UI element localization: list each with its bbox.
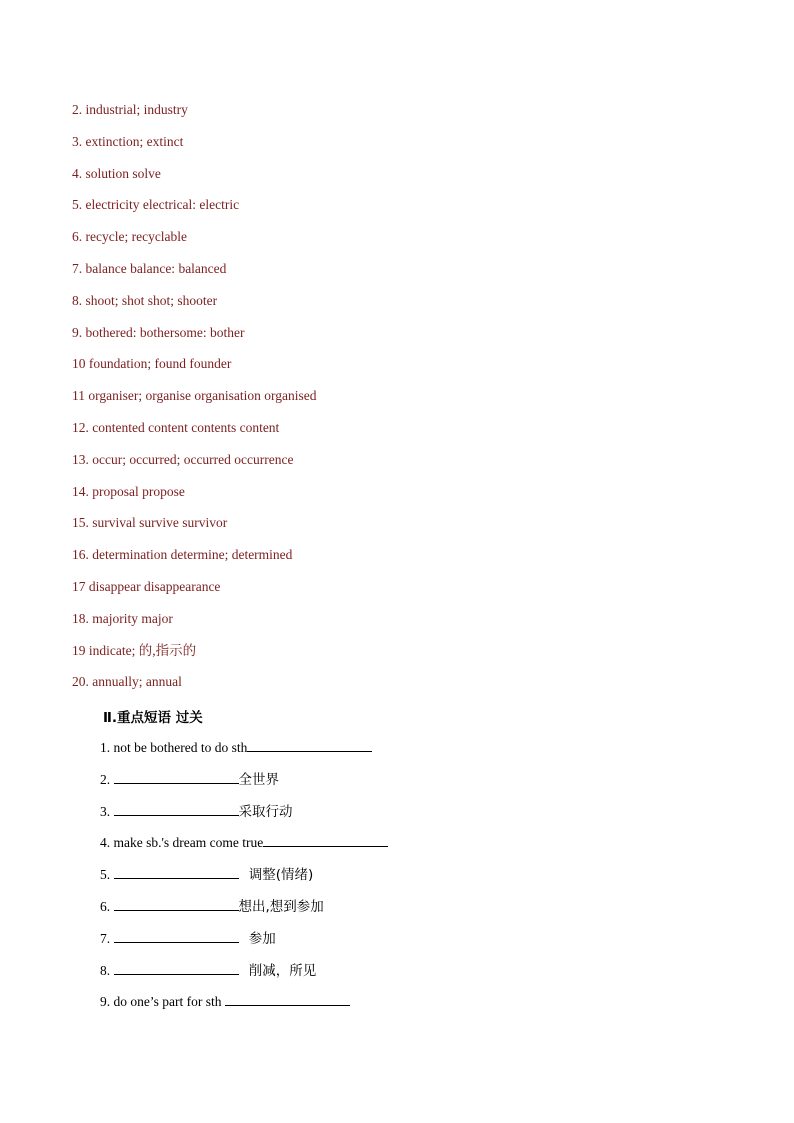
answer-item: 20. annually; annual	[72, 674, 182, 690]
answer-item: 18. majority major	[72, 610, 173, 626]
phrase-item	[100, 991, 388, 1023]
phrase-prompt: 9. do one’s part for sth	[100, 994, 225, 1010]
answer-item: 14. proposal propose	[72, 483, 185, 499]
phrase-number: 8.	[100, 962, 114, 978]
phrase-meaning: 全世界	[238, 771, 279, 788]
phrase-item	[100, 896, 388, 928]
answer-item: 12. contented content contents content	[72, 419, 280, 435]
phrase-prompt: 1. not be bothered to do sth	[100, 740, 248, 755]
answer-item: 3. extinction; extinct	[72, 133, 184, 149]
phrase-exercise-list	[100, 737, 388, 1023]
answer-blank[interactable]	[114, 928, 239, 943]
phrase-prompt: 4. make sb.'s dream come true	[100, 835, 264, 851]
section-heading: Ⅱ.重点短语 过关	[103, 710, 203, 726]
phrase-item	[100, 737, 388, 769]
phrase-number: 3.	[100, 803, 114, 819]
answer-blank[interactable]	[225, 991, 350, 1006]
answer-item: 5. electricity electrical: electric	[72, 197, 240, 213]
answer-item: 8. shoot; shot shot; shooter	[72, 292, 218, 308]
phrase-item	[100, 960, 388, 992]
phrase-meaning: 想出,想到参加	[238, 898, 324, 915]
phrase-meaning: 调整(情绪)	[244, 867, 314, 884]
answer-item: 13. occur; occurred; occurred occurrence	[72, 451, 294, 467]
answer-key-list	[72, 101, 316, 705]
answer-item: 9. bothered: bothersome: bother	[72, 324, 245, 340]
phrase-number: 6.	[100, 898, 114, 914]
answer-blank[interactable]	[114, 769, 239, 784]
phrase-item	[100, 864, 388, 896]
answer-blank[interactable]	[247, 737, 372, 752]
answer-item: 16. determination determine; determined	[72, 547, 293, 563]
answer-item: 4. solution solve	[72, 165, 161, 181]
answer-blank[interactable]	[114, 960, 239, 975]
answer-item: 2. industrial; industry	[72, 102, 188, 117]
phrase-item	[100, 832, 388, 864]
phrase-number: 2.	[100, 771, 114, 787]
answer-blank[interactable]	[114, 864, 239, 879]
phrase-item	[100, 801, 388, 833]
answer-item: 6. recycle; recyclable	[72, 229, 188, 245]
phrase-number: 7.	[100, 930, 114, 946]
answer-item: 10 foundation; found founder	[72, 356, 232, 372]
answer-item: 15. survival survive survivor	[72, 515, 228, 531]
answer-item: 11 organiser; organise organisation organised	[72, 388, 317, 404]
phrase-meaning: 削减，所见	[244, 962, 317, 979]
phrase-item	[100, 769, 388, 801]
phrase-number: 5.	[100, 867, 114, 883]
phrase-meaning: 参加	[244, 930, 276, 947]
answer-item: 19 indicate; 的,指示的	[72, 642, 197, 658]
answer-item: 17 disappear disappearance	[72, 578, 221, 594]
answer-blank[interactable]	[114, 896, 239, 911]
phrase-item	[100, 928, 388, 960]
answer-item: 7. balance balance: balanced	[72, 260, 227, 276]
phrase-meaning: 采取行动	[238, 803, 293, 820]
answer-blank[interactable]	[263, 832, 388, 847]
answer-blank[interactable]	[114, 801, 239, 816]
